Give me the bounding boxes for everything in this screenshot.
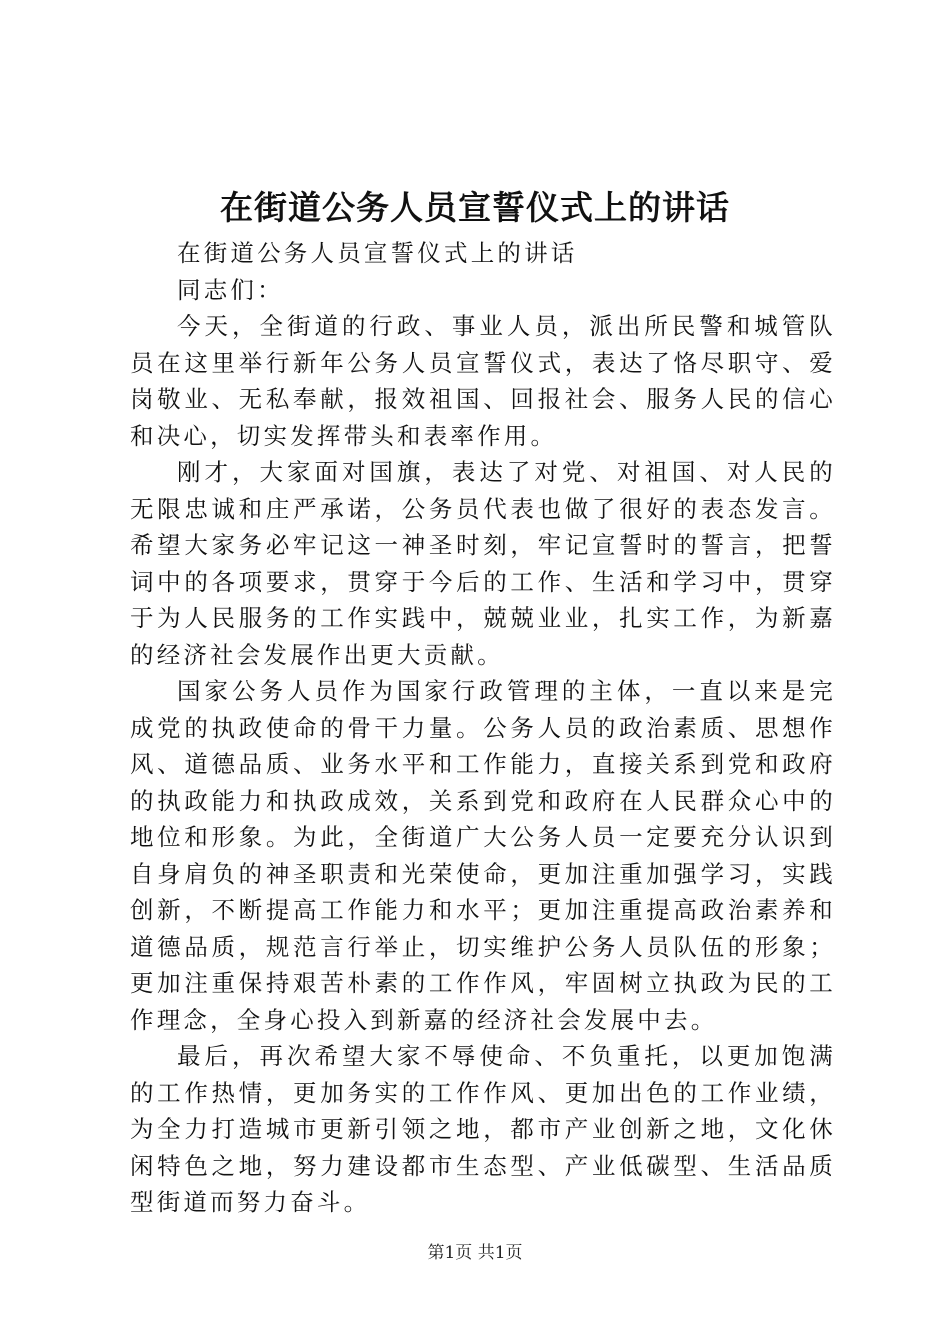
body-paragraph: 刚才，大家面对国旗，表达了对党、对祖国、对人民的无限忠诚和庄严承诺，公务员代表也做了很好的表态发言。希望大家务必牢记这一神圣时刻，牢记宣誓时的誓言，把誓词中的各项要求，贯穿于今后的工作、生活和学习中，贯穿于为人民服务的工作实践中，兢兢业业，扎实工作，为新嘉的经济社会发展作出更大贡献。 (130, 458, 836, 669)
document-title: 在街道公务人员宣誓仪式上的讲话 (220, 188, 730, 227)
body-paragraph: 今天，全街道的行政、事业人员，派出所民警和城管队员在这里举行新年公务人员宣誓仪式，表达了恪尽职守、爱岗敬业、无私奉献，报效祖国、回报社会、服务人民的信心和决心，切实发挥带头和表率作用。 (130, 312, 836, 450)
body-paragraph: 国家公务人员作为国家行政管理的主体，一直以来是完成党的执政使命的骨干力量。公务人员的政治素质、思想作风、道德品质、业务水平和工作能力，直接关系到党和政府的执政能力和执政成效，关系到党和政府在人民群众心中的地位和形象。为此，全街道广大公务人员一定要充分认识到自身肩负的神圣职责和光荣使命，更加注重加强学习，实践创新，不断提高工作能力和水平；更加注重提高政治素养和道德品质，规范言行举止，切实维护公务人员队伍的形象；更加注重保持艰苦朴素的工作作风，牢固树立执政为民的工作理念，全身心投入到新嘉的经济社会发展中去。 (130, 677, 836, 1034)
page-footer: 第1页 共1页 (427, 1243, 523, 1263)
document-body (130, 235, 836, 1221)
salutation-paragraph: 同志们： (177, 275, 284, 304)
subtitle-paragraph: 在街道公务人员宣誓仪式上的讲话 (177, 239, 578, 267)
body-paragraph: 最后，再次希望大家不辱使命、不负重托，以更加饱满的工作热情，更加务实的工作作风、更加出色的工作业绩，为全力打造城市更新引领之地，都市产业创新之地，文化休闲特色之地，努力建设都市生态型、产业低碳型、生活品质型街道而努力奋斗。 (130, 1042, 836, 1216)
